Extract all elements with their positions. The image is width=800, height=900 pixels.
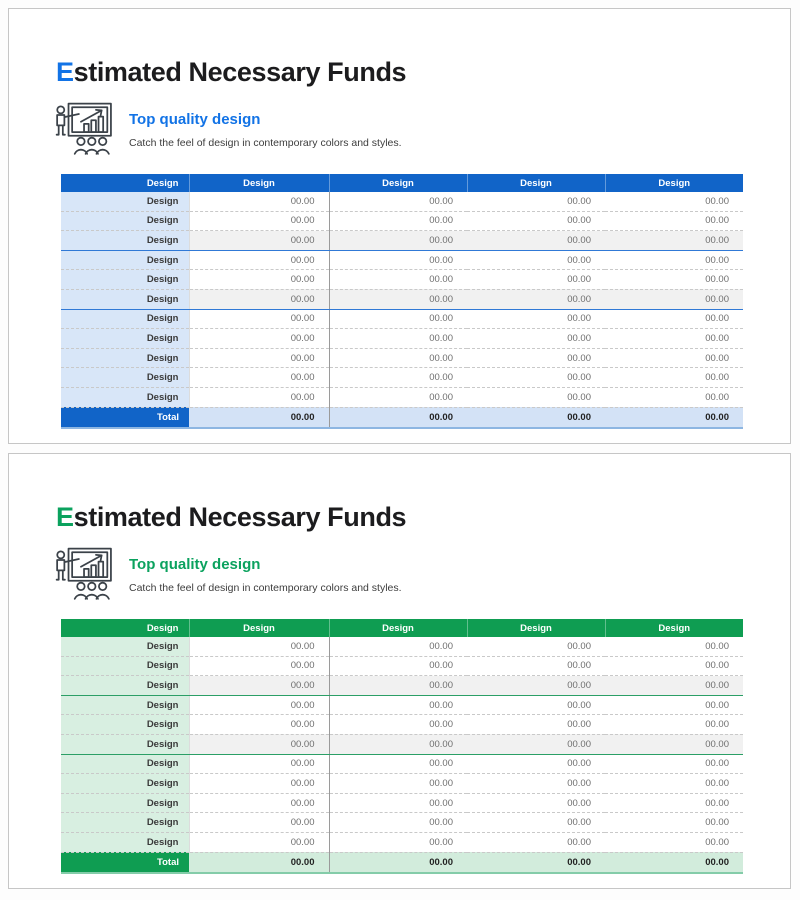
value-cell: 00.00 xyxy=(329,793,467,813)
value-cell: 00.00 xyxy=(189,774,329,794)
value-cell: 00.00 xyxy=(605,774,743,794)
value-cell: 00.00 xyxy=(467,329,605,349)
row-label-cell: Design xyxy=(61,250,189,270)
value-cell: 00.00 xyxy=(329,211,467,231)
value-cell: 00.00 xyxy=(467,270,605,290)
value-cell: 00.00 xyxy=(189,309,329,329)
value-cell: 00.00 xyxy=(189,387,329,407)
slide-panel-blue xyxy=(8,8,791,444)
value-cell: 00.00 xyxy=(605,289,743,309)
table-body xyxy=(61,192,743,428)
column-header: Design xyxy=(329,174,467,192)
table-row xyxy=(61,231,743,251)
column-header: Design xyxy=(329,619,467,637)
value-cell: 00.00 xyxy=(467,832,605,852)
intro-text-block xyxy=(129,112,549,149)
section-caption: Catch the feel of design in contemporary colors and styles. xyxy=(129,136,402,149)
value-cell: 00.00 xyxy=(329,329,467,349)
table-row xyxy=(61,715,743,735)
table-row xyxy=(61,368,743,388)
row-label-cell: Design xyxy=(61,289,189,309)
value-cell: 00.00 xyxy=(605,637,743,656)
value-cell: 00.00 xyxy=(329,813,467,833)
total-value-cell: 00.00 xyxy=(605,852,743,873)
value-cell: 00.00 xyxy=(605,348,743,368)
table-row xyxy=(61,774,743,794)
value-cell: 00.00 xyxy=(329,348,467,368)
value-cell: 00.00 xyxy=(467,754,605,774)
value-cell: 00.00 xyxy=(605,368,743,388)
column-header: Design xyxy=(605,619,743,637)
table-row xyxy=(61,211,743,231)
row-label-cell: Design xyxy=(61,734,189,754)
row-label-cell: Design xyxy=(61,387,189,407)
table-row xyxy=(61,329,743,349)
value-cell: 00.00 xyxy=(605,656,743,676)
section-subtitle: Top quality design xyxy=(129,556,261,573)
value-cell: 00.00 xyxy=(467,192,605,211)
section-subtitle: Top quality design xyxy=(129,111,261,128)
section-caption: Catch the feel of design in contemporary colors and styles. xyxy=(129,581,402,594)
total-value-cell: 00.00 xyxy=(189,852,329,873)
table-row xyxy=(61,656,743,676)
value-cell: 00.00 xyxy=(189,715,329,735)
value-cell: 00.00 xyxy=(329,832,467,852)
column-header: Design xyxy=(467,619,605,637)
value-cell: 00.00 xyxy=(467,676,605,696)
value-cell: 00.00 xyxy=(329,734,467,754)
value-cell: 00.00 xyxy=(605,754,743,774)
title-accent-letter: E xyxy=(56,57,74,88)
title-text: stimated Necessary Funds xyxy=(73,57,407,88)
value-cell: 00.00 xyxy=(605,695,743,715)
value-cell: 00.00 xyxy=(605,192,743,211)
table-row xyxy=(61,637,743,656)
value-cell: 00.00 xyxy=(189,211,329,231)
table-row xyxy=(61,192,743,211)
table-row xyxy=(61,309,743,329)
value-cell: 00.00 xyxy=(467,309,605,329)
column-header: Design xyxy=(189,174,329,192)
total-value-cell: 00.00 xyxy=(467,407,605,428)
value-cell: 00.00 xyxy=(605,387,743,407)
table-row xyxy=(61,832,743,852)
page-title xyxy=(56,504,406,531)
title-text: stimated Necessary Funds xyxy=(73,502,407,533)
value-cell: 00.00 xyxy=(329,192,467,211)
table-row xyxy=(61,387,743,407)
value-cell: 00.00 xyxy=(329,754,467,774)
value-cell: 00.00 xyxy=(329,270,467,290)
table-row xyxy=(61,793,743,813)
value-cell: 00.00 xyxy=(467,637,605,656)
value-cell: 00.00 xyxy=(329,231,467,251)
page-title xyxy=(56,59,406,86)
table-row xyxy=(61,250,743,270)
value-cell: 00.00 xyxy=(605,734,743,754)
intro-text-block xyxy=(129,557,549,594)
value-cell: 00.00 xyxy=(467,695,605,715)
presentation-icon xyxy=(53,102,113,156)
value-cell: 00.00 xyxy=(189,734,329,754)
slide-panel-green xyxy=(8,453,791,889)
value-cell: 00.00 xyxy=(605,270,743,290)
column-header: Design xyxy=(189,619,329,637)
value-cell: 00.00 xyxy=(605,832,743,852)
presentation-icon xyxy=(53,547,113,601)
table-row xyxy=(61,695,743,715)
row-label-cell: Design xyxy=(61,192,189,211)
row-label-cell: Design xyxy=(61,695,189,715)
value-cell: 00.00 xyxy=(467,348,605,368)
value-cell: 00.00 xyxy=(605,329,743,349)
total-label-cell: Total xyxy=(61,852,189,873)
total-value-cell: 00.00 xyxy=(329,407,467,428)
header-row xyxy=(61,174,743,192)
value-cell: 00.00 xyxy=(605,250,743,270)
row-label-cell: Design xyxy=(61,774,189,794)
funds-table xyxy=(61,174,743,429)
value-cell: 00.00 xyxy=(467,368,605,388)
table-row xyxy=(61,813,743,833)
value-cell: 00.00 xyxy=(189,192,329,211)
value-cell: 00.00 xyxy=(189,754,329,774)
table-body xyxy=(61,637,743,873)
funds-table xyxy=(61,619,743,874)
value-cell: 00.00 xyxy=(329,715,467,735)
value-cell: 00.00 xyxy=(189,695,329,715)
value-cell: 00.00 xyxy=(605,309,743,329)
value-cell: 00.00 xyxy=(329,676,467,696)
column-header: Design xyxy=(605,174,743,192)
table-header xyxy=(61,619,743,637)
value-cell: 00.00 xyxy=(189,813,329,833)
value-cell: 00.00 xyxy=(467,211,605,231)
row-label-cell: Design xyxy=(61,329,189,349)
table-row xyxy=(61,754,743,774)
value-cell: 00.00 xyxy=(189,270,329,290)
value-cell: 00.00 xyxy=(189,289,329,309)
row-label-cell: Design xyxy=(61,832,189,852)
header-row xyxy=(61,619,743,637)
value-cell: 00.00 xyxy=(329,309,467,329)
table-header xyxy=(61,174,743,192)
total-value-cell: 00.00 xyxy=(605,407,743,428)
value-cell: 00.00 xyxy=(467,289,605,309)
table-row xyxy=(61,289,743,309)
value-cell: 00.00 xyxy=(189,368,329,388)
value-cell: 00.00 xyxy=(329,695,467,715)
value-cell: 00.00 xyxy=(467,813,605,833)
value-cell: 00.00 xyxy=(467,793,605,813)
value-cell: 00.00 xyxy=(189,656,329,676)
total-label-cell: Total xyxy=(61,407,189,428)
value-cell: 00.00 xyxy=(605,231,743,251)
table-row xyxy=(61,270,743,290)
value-cell: 00.00 xyxy=(467,774,605,794)
total-value-cell: 00.00 xyxy=(467,852,605,873)
table-row xyxy=(61,676,743,696)
value-cell: 00.00 xyxy=(189,793,329,813)
value-cell: 00.00 xyxy=(189,637,329,656)
row-label-cell: Design xyxy=(61,348,189,368)
table-row xyxy=(61,348,743,368)
value-cell: 00.00 xyxy=(467,250,605,270)
value-cell: 00.00 xyxy=(605,676,743,696)
value-cell: 00.00 xyxy=(329,774,467,794)
total-value-cell: 00.00 xyxy=(189,407,329,428)
column-header: Design xyxy=(61,174,189,192)
column-header: Design xyxy=(61,619,189,637)
value-cell: 00.00 xyxy=(189,832,329,852)
total-value-cell: 00.00 xyxy=(329,852,467,873)
row-label-cell: Design xyxy=(61,754,189,774)
value-cell: 00.00 xyxy=(467,715,605,735)
row-label-cell: Design xyxy=(61,793,189,813)
value-cell: 00.00 xyxy=(189,348,329,368)
row-label-cell: Design xyxy=(61,676,189,696)
row-label-cell: Design xyxy=(61,637,189,656)
row-label-cell: Design xyxy=(61,715,189,735)
total-row xyxy=(61,852,743,873)
row-label-cell: Design xyxy=(61,211,189,231)
value-cell: 00.00 xyxy=(329,250,467,270)
value-cell: 00.00 xyxy=(189,250,329,270)
value-cell: 00.00 xyxy=(189,329,329,349)
value-cell: 00.00 xyxy=(605,715,743,735)
title-accent-letter: E xyxy=(56,502,74,533)
value-cell: 00.00 xyxy=(189,231,329,251)
value-cell: 00.00 xyxy=(467,734,605,754)
value-cell: 00.00 xyxy=(329,368,467,388)
row-label-cell: Design xyxy=(61,813,189,833)
row-label-cell: Design xyxy=(61,270,189,290)
column-header: Design xyxy=(467,174,605,192)
value-cell: 00.00 xyxy=(605,813,743,833)
value-cell: 00.00 xyxy=(605,793,743,813)
row-label-cell: Design xyxy=(61,309,189,329)
value-cell: 00.00 xyxy=(329,637,467,656)
row-label-cell: Design xyxy=(61,231,189,251)
value-cell: 00.00 xyxy=(329,289,467,309)
value-cell: 00.00 xyxy=(329,387,467,407)
value-cell: 00.00 xyxy=(467,231,605,251)
value-cell: 00.00 xyxy=(329,656,467,676)
value-cell: 00.00 xyxy=(605,211,743,231)
value-cell: 00.00 xyxy=(467,387,605,407)
row-label-cell: Design xyxy=(61,656,189,676)
total-row xyxy=(61,407,743,428)
value-cell: 00.00 xyxy=(467,656,605,676)
value-cell: 00.00 xyxy=(189,676,329,696)
table-row xyxy=(61,734,743,754)
row-label-cell: Design xyxy=(61,368,189,388)
